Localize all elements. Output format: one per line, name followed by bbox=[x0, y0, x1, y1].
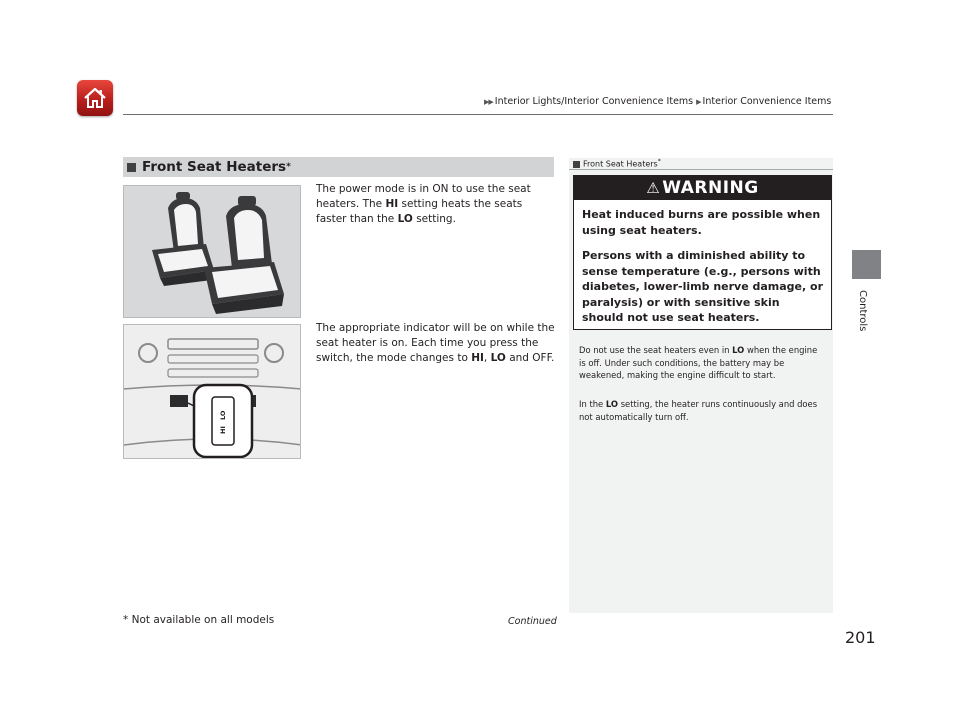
square-bullet-icon bbox=[573, 161, 580, 168]
header-rule bbox=[123, 114, 833, 115]
page-number: 201 bbox=[845, 628, 876, 647]
note-paragraph: In the LO setting, the heater runs continuously and does not automatically turn off. bbox=[579, 399, 818, 422]
home-button[interactable] bbox=[77, 80, 113, 116]
warning-box bbox=[573, 175, 832, 330]
lo-setting: LO bbox=[490, 352, 506, 364]
section-heading bbox=[123, 157, 554, 177]
body-paragraph: The power mode is in ON to use the seat heaters. The HI setting heats the seats faster than the LO setting. bbox=[316, 183, 531, 225]
breadcrumb bbox=[484, 96, 831, 107]
breadcrumb-arrow-icon: ▶ bbox=[696, 98, 701, 106]
switch-labels bbox=[214, 403, 232, 441]
continued-label: Continued bbox=[508, 616, 557, 627]
body-paragraph: The appropriate indicator will be on while the seat heater is on. Each time you press the switch, the mode changes to HI, LO and OFF. bbox=[316, 322, 555, 364]
note-paragraph: Do not use the seat heaters even in LO when the engine is off. Under such conditions, the battery may be weakened, making the engine difficult to start. bbox=[579, 345, 818, 380]
warning-text: Heat induced burns are possible when using seat heaters. bbox=[582, 208, 821, 237]
breadcrumb-arrow-icon: ▶▶ bbox=[484, 98, 493, 106]
chapter-tab-marker[interactable] bbox=[852, 250, 881, 279]
square-bullet-icon bbox=[127, 163, 136, 172]
sidebar-note-title: Front Seat Heaters* bbox=[569, 158, 833, 170]
breadcrumb-item[interactable]: Interior Lights/Interior Convenience Items bbox=[494, 96, 694, 107]
warning-title: ⚠ WARNING bbox=[574, 176, 831, 200]
switch-label-lo: LO bbox=[219, 410, 227, 420]
warning-text: Persons with a diminished ability to sense temperature (e.g., persons with diabetes, lower-limb nerve damage, or paralysis) or with sensitive skin should not use seat heaters. bbox=[582, 249, 824, 324]
seat-illustration bbox=[123, 185, 301, 318]
hi-setting: HI bbox=[471, 352, 484, 364]
breadcrumb-item[interactable]: Interior Convenience Items bbox=[702, 96, 832, 107]
switch-label-hi: HI bbox=[219, 425, 227, 434]
front-seats-icon bbox=[124, 186, 301, 318]
home-icon bbox=[82, 86, 108, 110]
chapter-tab-label[interactable]: Controls bbox=[857, 290, 868, 332]
switch-illustration bbox=[123, 324, 301, 459]
asterisk-mark: * bbox=[286, 162, 291, 172]
hi-setting: HI bbox=[385, 198, 399, 210]
footnote: * Not available on all models bbox=[123, 614, 275, 626]
dashboard-switch-icon bbox=[124, 325, 301, 459]
section-title: Front Seat Heaters bbox=[142, 159, 287, 175]
lo-setting: LO bbox=[397, 213, 413, 225]
alert-triangle-icon: ⚠ bbox=[646, 179, 661, 197]
